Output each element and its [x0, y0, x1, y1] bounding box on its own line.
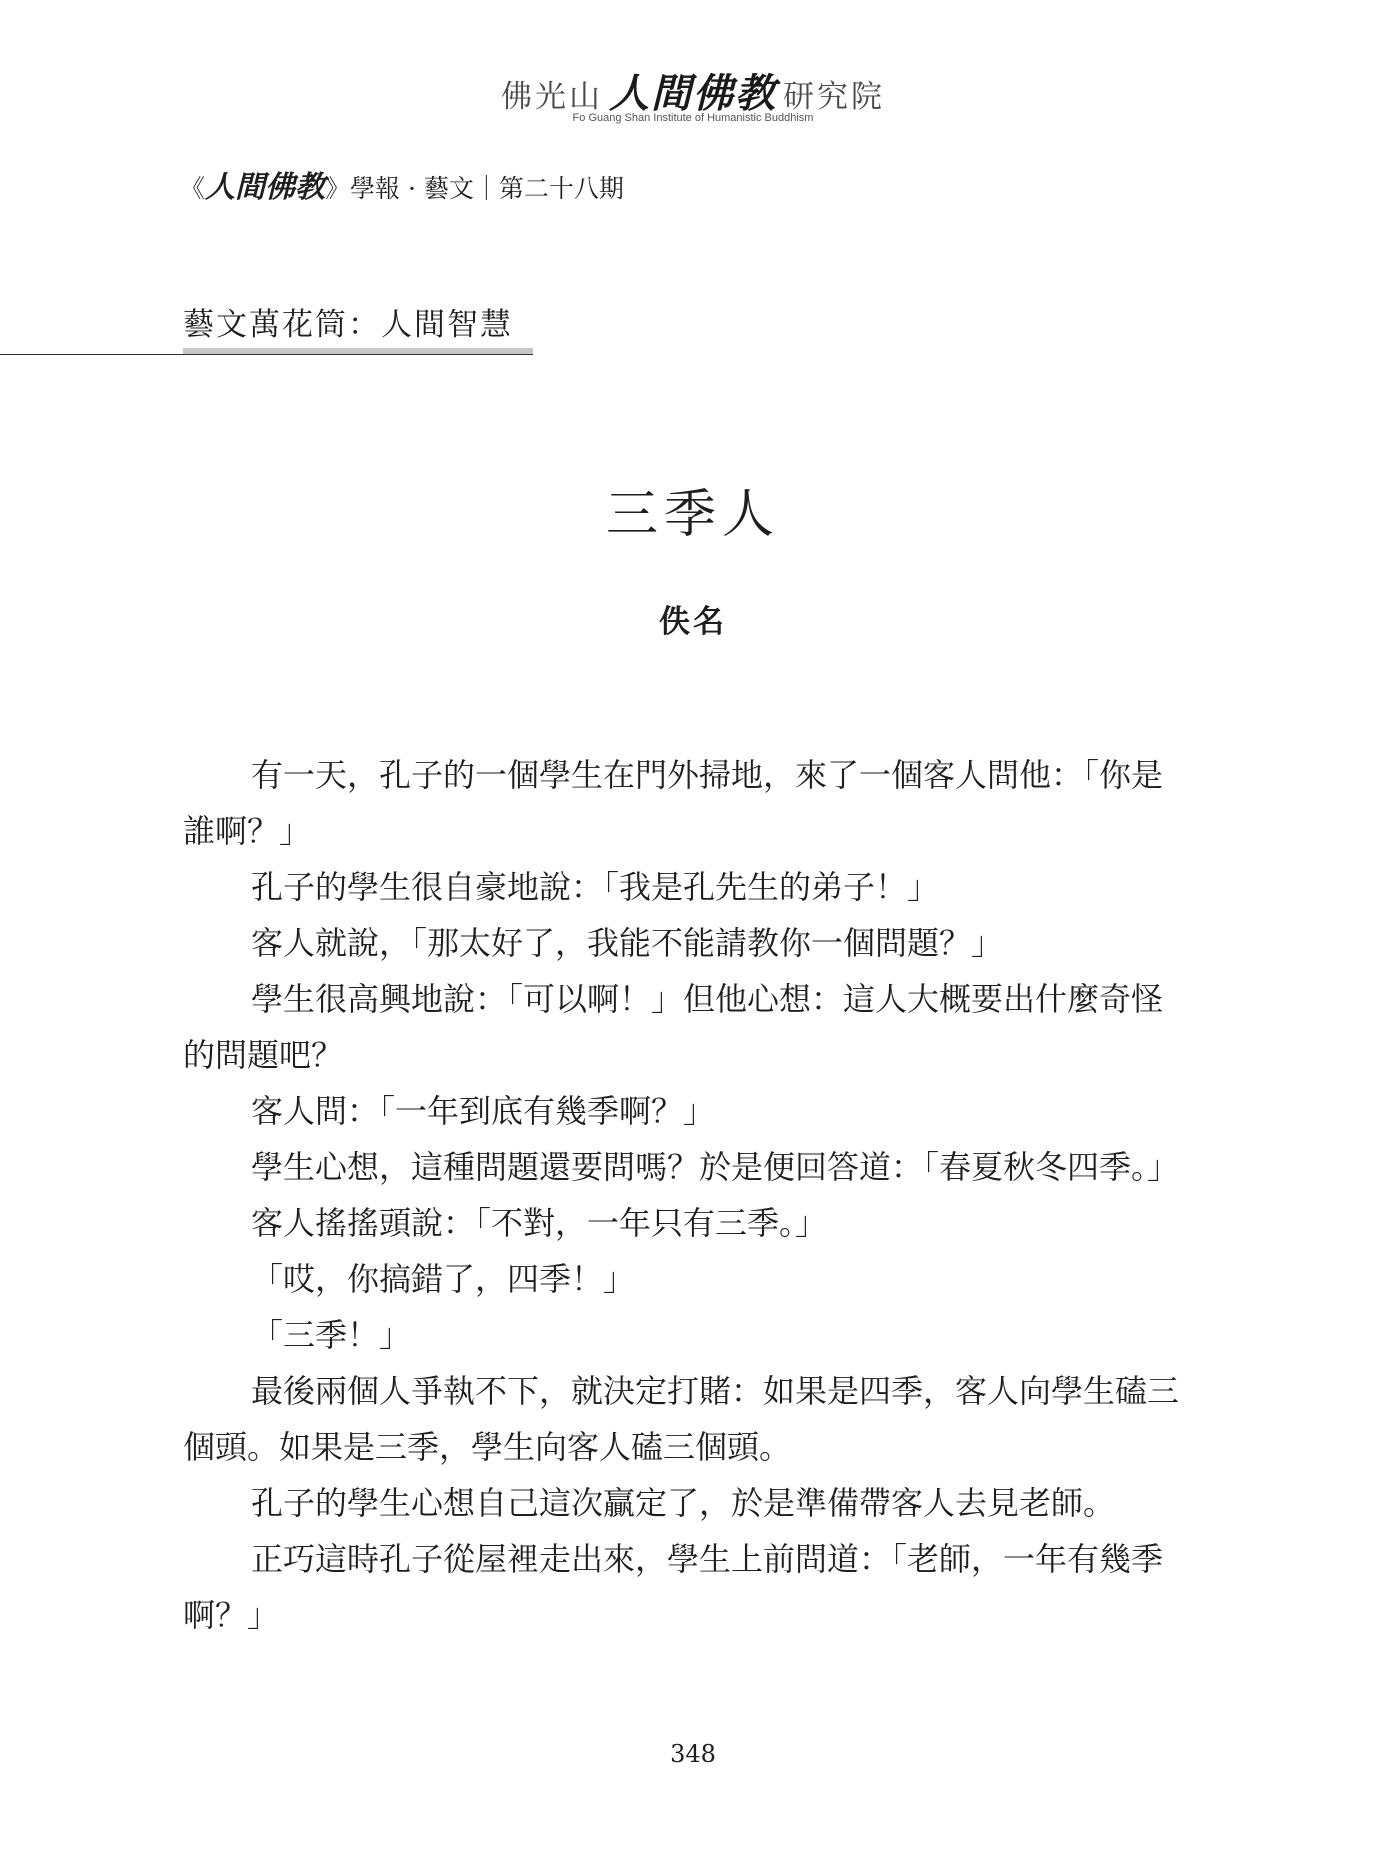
paragraph: 學生很高興地說：「可以啊！」但他心想：這人大概要出什麼奇怪的問題吧？	[183, 980, 1164, 1074]
institute-prefix: 佛光山	[501, 79, 603, 115]
paragraph: 「三季！」	[251, 1316, 412, 1354]
institute-brand-logo: 人間佛教	[609, 70, 777, 117]
paragraph: 客人就說，「那太好了，我能不能請教你一個問題？」	[251, 924, 1004, 962]
paragraph: 孔子的學生心想自己這次贏定了，於是準備帶客人去見老師。	[251, 1484, 1116, 1522]
paragraph: 有一天，孔子的一個學生在門外掃地，來了一個客人問他：「你是誰啊？」	[183, 756, 1164, 850]
institute-english-name: Fo Guang Shan Institute of Humanistic Buddhism	[572, 112, 814, 124]
paragraph: 正巧這時孔子從屋裡走出來，學生上前問道：「老師，一年有幾季啊？」	[183, 1540, 1164, 1634]
article-title: 三季人	[605, 485, 780, 545]
paragraph: 學生心想，這種問題還要問嗎？於是便回答道：「春夏秋冬四季。」	[251, 1148, 1180, 1186]
paragraph: 客人問：「一年到底有幾季啊？」	[251, 1092, 716, 1130]
journal-brand: 人間佛教	[205, 170, 326, 205]
journal-title	[180, 162, 624, 206]
page-number: 348	[670, 1740, 716, 1768]
paragraph: 最後兩個人爭執不下，就決定打賭：如果是四季，客人向學生磕三個頭。如果是三季，學生向客人磕三個頭。	[183, 1372, 1180, 1466]
section-heading: 藝文萬花筒：人間智慧	[183, 307, 513, 343]
article-author: 佚名	[659, 604, 727, 640]
institute-name	[0, 62, 1386, 119]
section-divider	[0, 354, 533, 355]
institute-suffix: 研究院	[783, 79, 885, 115]
paragraph: 孔子的學生很自豪地說：「我是孔先生的弟子！」	[251, 868, 940, 906]
paragraph: 客人搖搖頭說：「不對，一年只有三季。」	[251, 1204, 828, 1242]
journal-issue: 》學報 · 藝文｜第二十八期	[325, 174, 624, 203]
paragraph: 「哎，你搞錯了，四季！」	[251, 1260, 636, 1298]
article-body	[183, 747, 1183, 1643]
journal-open-quote: 《	[180, 174, 206, 203]
